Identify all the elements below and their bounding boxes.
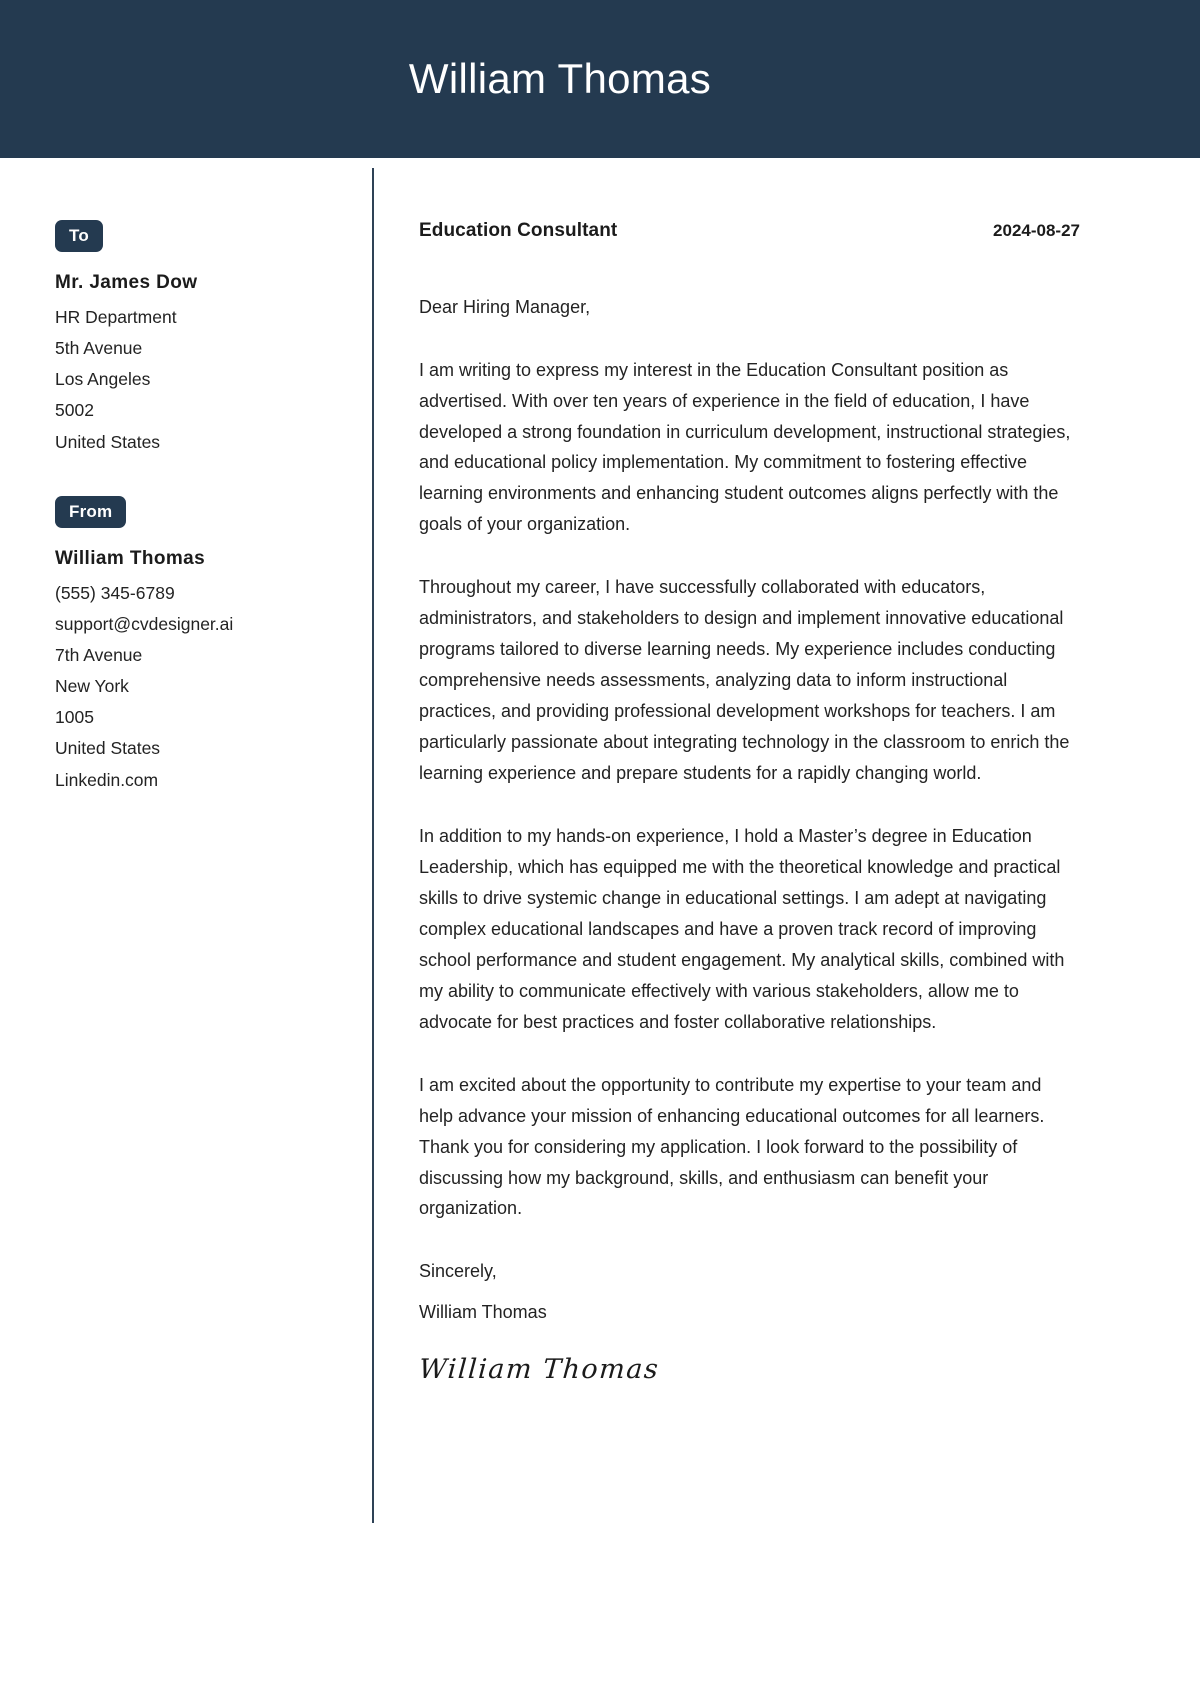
sender-line: 1005	[55, 707, 94, 728]
recipient-section	[55, 220, 342, 458]
job-title: Education Consultant	[419, 220, 618, 241]
sender-section	[55, 496, 342, 796]
sender-line: United States	[55, 738, 161, 759]
letter-content	[374, 158, 1200, 1385]
letter-body	[0, 158, 1200, 1523]
letter-paragraph: I am writing to express my interest in the Education Consultant position as advertised. With over ten years of experience in the field of education, I have developed a strong foundation in curriculum development, instructional strategies, and educational policy implementation. My commitment to fostering effective learning environments and enhancing student outcomes aligns perfectly with the goals of your organization.	[419, 359, 1071, 535]
signature: William Thomas	[417, 1354, 661, 1386]
sender-phone: (555) 345-6789	[55, 582, 175, 603]
letter-paragraph: In addition to my hands-on experience, I hold a Master’s degree in Education Leadership, which has equipped me with the theoretical knowledge and practical skills to drive systemic change in educational settings. I am adept at navigating complex educational landscapes and have a proven track record of improving school performance and student engagement. My analytical skills, combined with my ability to communicate effectively with various stakeholders, allow me to advocate for best practices and foster collaborative relationships.	[419, 825, 1065, 1032]
from-badge: From	[55, 496, 126, 528]
recipient-line: United States	[55, 431, 161, 452]
sender-email[interactable]: support@cvdesigner.ai	[55, 613, 234, 634]
sidebar	[0, 158, 372, 1518]
page-title: William Thomas	[408, 55, 712, 102]
sender-linkedin-link[interactable]: Linkedin.com	[55, 769, 159, 790]
recipient-line: 5th Avenue	[55, 338, 143, 359]
salutation: Dear Hiring Manager,	[419, 297, 591, 317]
recipient-line: Los Angeles	[55, 369, 151, 390]
sender-line: New York	[55, 676, 129, 697]
letter-header-banner	[0, 0, 1200, 158]
closing-name: William Thomas	[419, 1302, 547, 1323]
closing-salutation: Sincerely,	[419, 1261, 497, 1282]
letter-paragraph: I am excited about the opportunity to contribute my expertise to your team and help advance your mission of enhancing educational outcomes for all learners. Thank you for considering my application. I look forward to the possibility of discussing how my background, skills, and enthusiasm can benefit your organization.	[419, 1074, 1045, 1219]
letter-paragraph: Throughout my career, I have successfully collaborated with educators, administrators, and stakeholders to design and implement innovative educational programs tailored to diverse learning needs. My experience includes conducting comprehensive needs assessments, analyzing data to inform instructional practices, and providing professional development workshops for teachers. I am particularly passionate about integrating technology in the classroom to enrich the learning experience and prepare students for a rapidly changing world.	[419, 577, 1070, 784]
recipient-line: HR Department	[55, 307, 177, 327]
recipient-name: Mr. James Dow	[55, 272, 198, 293]
recipient-line: 5002	[55, 400, 94, 421]
letter-meta-row	[419, 220, 1080, 242]
sender-address-block	[55, 548, 342, 796]
letter-date: 2024-08-27	[993, 221, 1080, 240]
sender-name: William Thomas	[55, 547, 206, 569]
recipient-address-block	[55, 272, 342, 458]
sender-line: 7th Avenue	[55, 644, 143, 665]
to-badge: To	[55, 220, 103, 252]
